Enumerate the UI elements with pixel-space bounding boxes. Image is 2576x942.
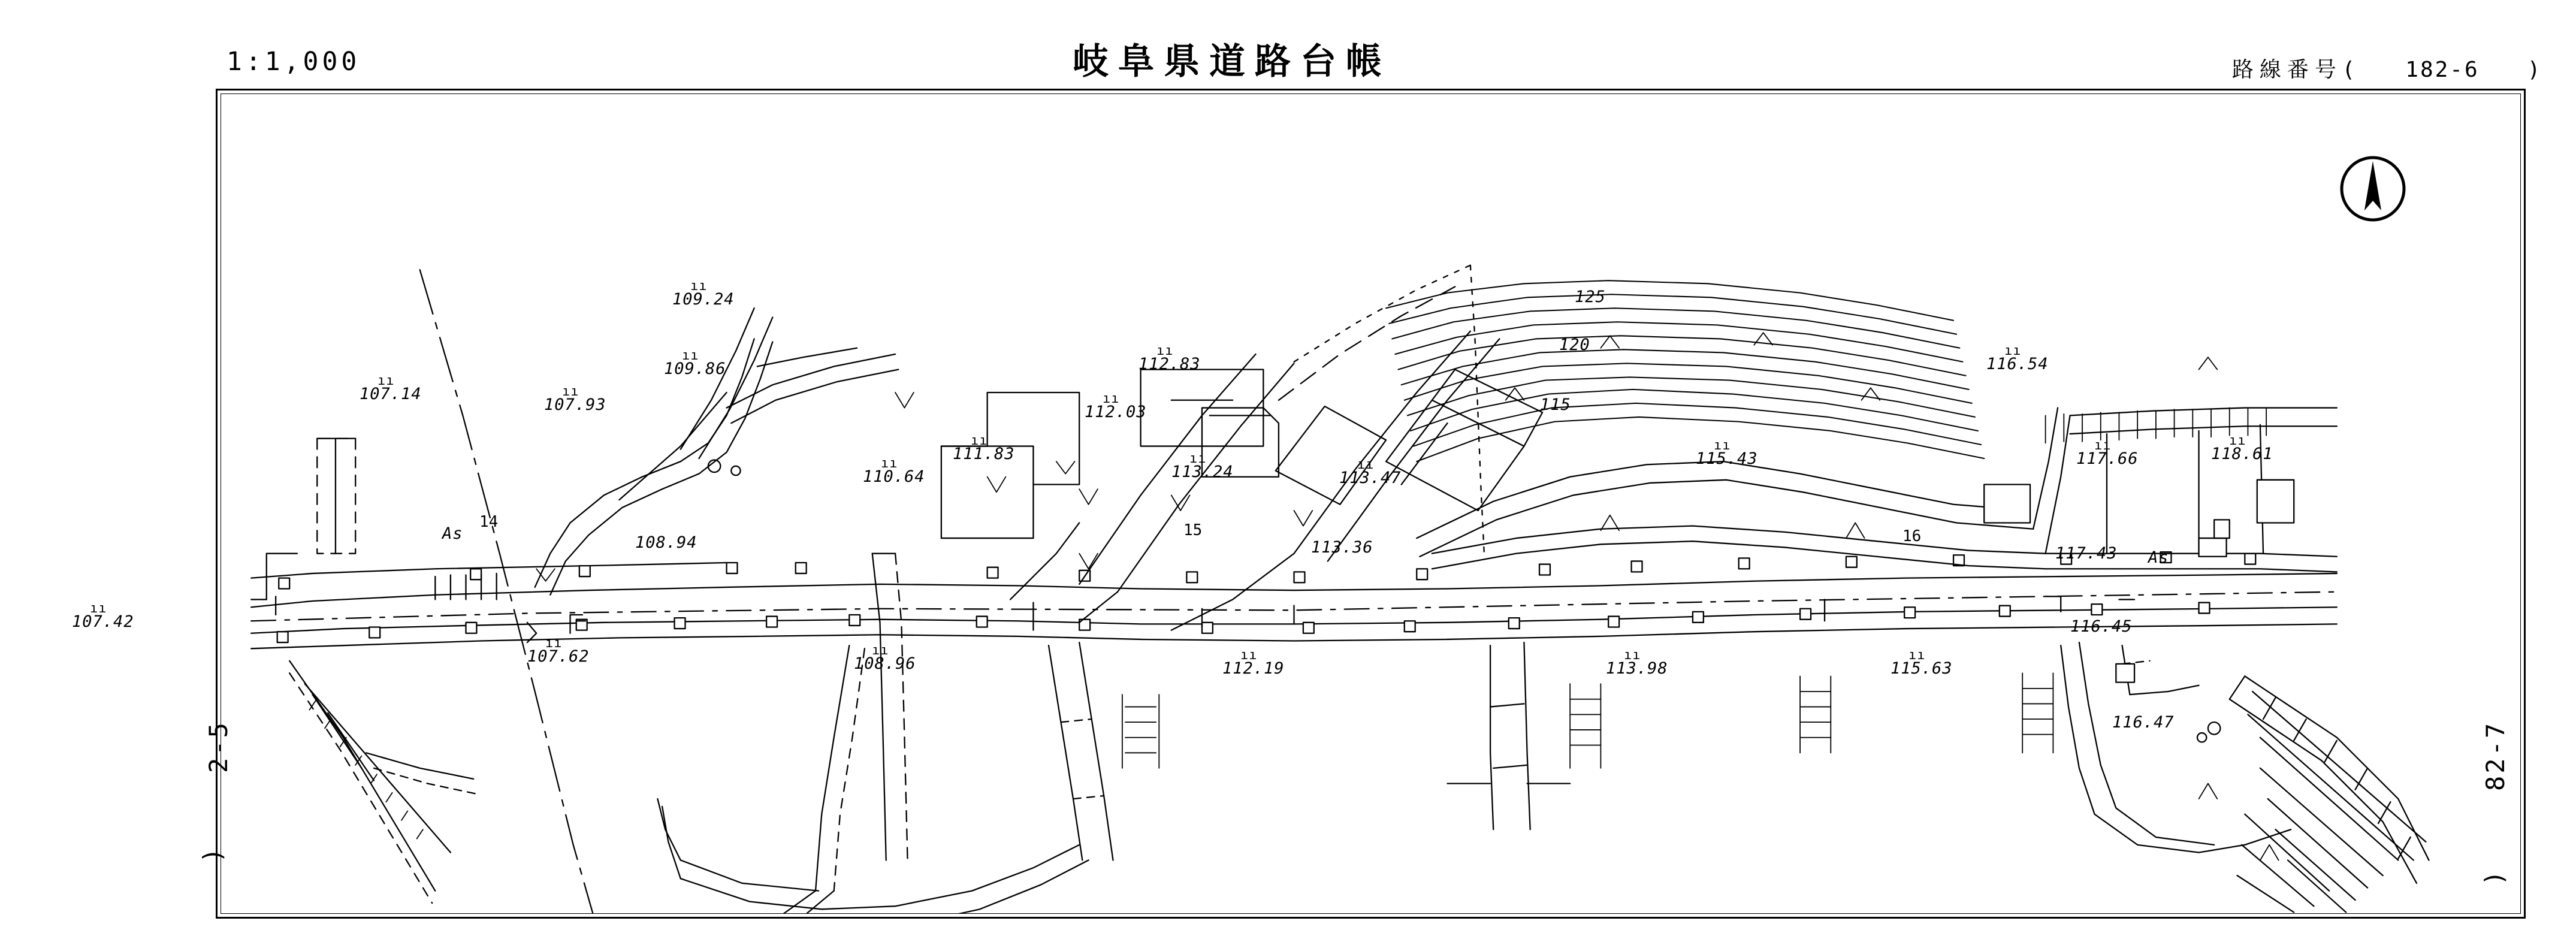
road-elevation-label: 117.43 [2055, 544, 2118, 563]
station-label: 14 [479, 513, 499, 531]
sheet-header [0, 0, 2576, 89]
dashed-property-lines [1279, 286, 1455, 400]
elevation-point: ıı 117.66 [2076, 438, 2139, 468]
elevation-point: ıı 112.19 [1222, 648, 1285, 678]
elevation-point: ıı 116.54 [1986, 343, 2049, 373]
elevation-point: ıı 109.24 [672, 279, 735, 309]
route-paren-close: ) [2529, 58, 2540, 82]
road-elevation-label: 113.36 [1311, 538, 1373, 557]
sheet-id-right: 82-7 [2481, 720, 2510, 791]
elevation-point: ıı 115.63 [1891, 648, 1953, 678]
buildings-center-right [1276, 370, 1542, 511]
elevation-point: ıı 112.83 [1138, 343, 1201, 373]
branch-road-northwest [535, 308, 899, 595]
elevation-point: ıı 113.47 [1339, 457, 1402, 487]
sheet-bracket-right: ) [2480, 868, 2509, 886]
route-paren-open: ( [2344, 58, 2355, 82]
road-structures [570, 596, 2135, 633]
elevation-point: ıı 111.83 [953, 433, 1015, 463]
branch-road-lower-2 [1447, 642, 1570, 829]
road-elevation-label: 116.45 [2070, 617, 2133, 636]
pavement-type-label: As [2148, 548, 2169, 567]
elevation-point: ıı 107.14 [360, 373, 422, 403]
right-parcel-boundary [2061, 642, 2291, 853]
embankment-hatching [2046, 357, 2267, 443]
elevation-point: ıı 110.64 [863, 456, 925, 486]
right-slope-hatch [2230, 676, 2429, 912]
route-number-label: 路線番号 [2231, 58, 2342, 82]
elevation-point: ıı 107.42 [72, 601, 134, 631]
contour-label: 115 [1540, 395, 1571, 414]
elevation-point: ıı 109.86 [664, 348, 726, 378]
station-label: 16 [1902, 527, 1922, 545]
sidewalk-hatch-strips [1122, 673, 2053, 768]
small-structures [1984, 480, 2294, 557]
contour-label: 125 [1575, 288, 1606, 306]
contour-label: 120 [1559, 336, 1590, 354]
scale-label: 1:1,000 [227, 47, 361, 77]
elevation-point: ıı 108.96 [854, 643, 916, 673]
elevation-point: ıı 107.62 [527, 636, 590, 666]
road-ledger-map [221, 93, 2521, 914]
pavement-type-label: As [442, 524, 463, 543]
route-number-block [2232, 53, 2540, 83]
left-sidewalk [251, 573, 536, 642]
road-elevation-label: 108.94 [635, 533, 697, 552]
elevation-point: ıı 113.24 [1171, 451, 1234, 481]
elevation-point: ıı 112.03 [1085, 391, 1147, 421]
contour-lines [1386, 280, 1984, 461]
page-title: 岐阜県道路台帳 [1073, 41, 1391, 83]
elevation-point: ıı 113.98 [1606, 648, 1668, 678]
center-intersection [657, 554, 1088, 914]
diagonal-road-northeast [1010, 331, 1499, 630]
sheet-id-left: 2-5 [204, 720, 233, 773]
elevation-point: ıı 118.61 [2211, 433, 2273, 463]
elevation-point: ıı 115.43 [1696, 438, 1758, 468]
station-label: 15 [1183, 521, 1203, 539]
elevation-point: ıı 107.93 [544, 384, 606, 414]
road-elevation-label: 116.47 [2112, 713, 2175, 732]
sheet-bracket-left: ) [198, 845, 227, 863]
branch-road-lower-1 [1049, 642, 1113, 860]
route-number-value: 182-6 [2405, 58, 2480, 82]
